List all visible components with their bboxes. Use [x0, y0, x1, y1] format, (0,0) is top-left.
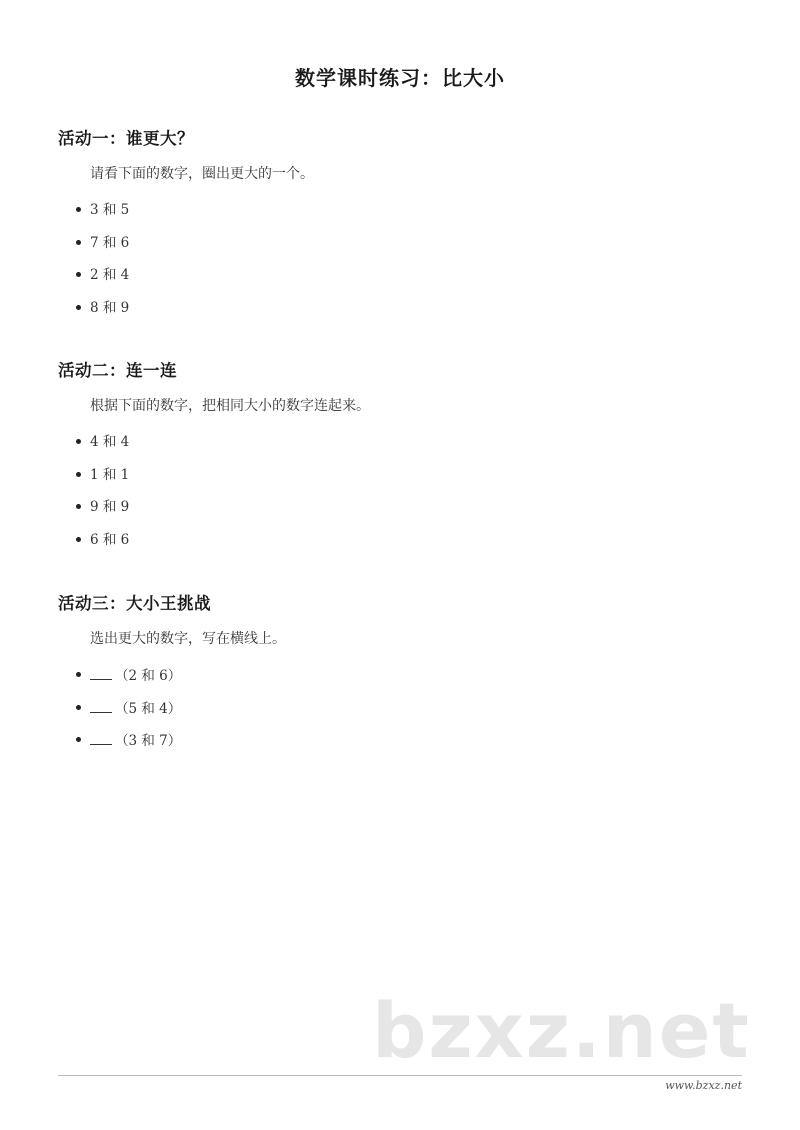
- item-text: 3 和 5: [90, 202, 130, 218]
- page-title: 数学课时练习：比大小: [295, 66, 505, 90]
- item-text: 4 和 4: [90, 434, 130, 450]
- section-instruction: 请看下面的数字，圈出更大的一个。: [90, 166, 314, 182]
- section-instruction: 根据下面的数字，把相同大小的数字连起来。: [90, 398, 370, 414]
- bullet-icon: [76, 672, 81, 677]
- item-text: （2 和 6）: [115, 668, 182, 684]
- bullet-icon: [76, 207, 81, 212]
- section-instruction: 选出更大的数字，写在横线上。: [90, 631, 286, 647]
- item-text: （3 和 7）: [115, 733, 182, 749]
- section-activity-1: [58, 125, 738, 316]
- list-item: [76, 700, 181, 733]
- section-heading: 活动一：谁更大？: [58, 129, 194, 148]
- bullet-icon: [76, 737, 81, 742]
- section-activity-2: [58, 357, 738, 548]
- list-item: [76, 267, 129, 300]
- item-list: [76, 202, 129, 332]
- item-text: 2 和 4: [90, 267, 130, 283]
- list-item: [76, 532, 129, 565]
- list-item: [76, 235, 129, 268]
- bullet-icon: [76, 240, 81, 245]
- item-list: [76, 434, 129, 564]
- item-text: 7 和 6: [90, 234, 130, 251]
- list-item: [76, 202, 129, 235]
- section-heading: 活动二：连一连: [58, 361, 177, 380]
- list-item: [76, 667, 181, 700]
- answer-blank[interactable]: [90, 700, 112, 713]
- answer-blank[interactable]: [90, 732, 112, 745]
- bullet-icon: [76, 439, 81, 444]
- list-item: [76, 499, 129, 532]
- list-item: [76, 300, 129, 333]
- bullet-icon: [76, 305, 81, 310]
- answer-blank[interactable]: [90, 667, 112, 680]
- item-text: 8 和 9: [90, 299, 130, 316]
- section-activity-3: [58, 590, 738, 749]
- bullet-icon: [76, 537, 81, 542]
- item-text: （5 和 4）: [115, 700, 182, 717]
- item-text: 9 和 9: [90, 499, 130, 515]
- footer-url: www.bzxz.net: [665, 1079, 742, 1092]
- footer-divider: [58, 1075, 742, 1076]
- item-list: [76, 667, 181, 765]
- section-heading: 活动三：大小王挑战: [58, 594, 211, 613]
- bullet-icon: [76, 272, 81, 277]
- list-item: [76, 732, 181, 765]
- bullet-icon: [76, 472, 81, 477]
- list-item: [76, 434, 129, 467]
- bullet-icon: [76, 705, 81, 710]
- bullet-icon: [76, 504, 81, 509]
- list-item: [76, 467, 129, 500]
- item-text: 1 和 1: [90, 466, 130, 483]
- watermark: bzxz.net: [372, 986, 751, 1075]
- item-text: 6 和 6: [90, 531, 130, 548]
